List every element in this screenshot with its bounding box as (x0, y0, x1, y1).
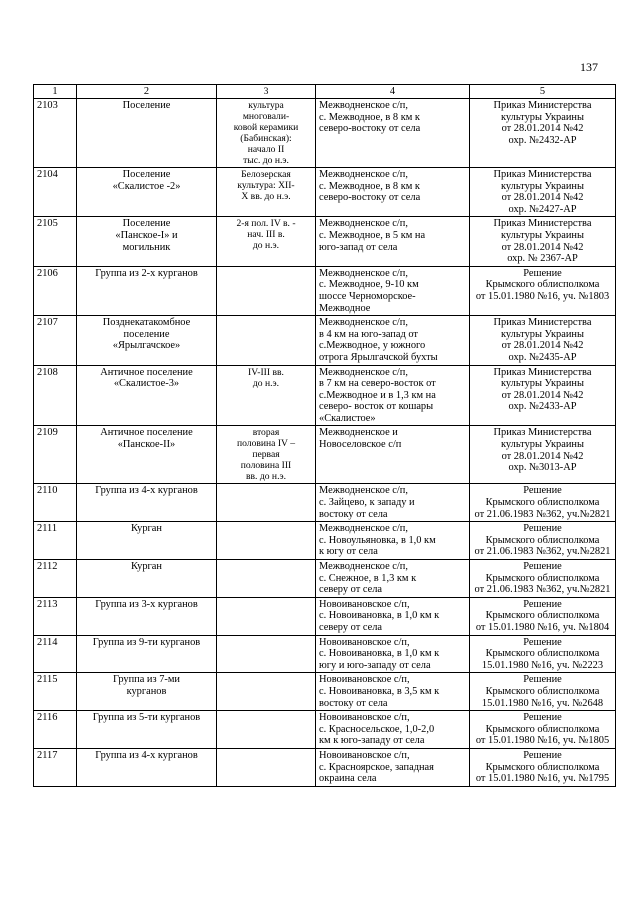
cell-dating (217, 266, 316, 315)
column-header-3: 3 (217, 85, 316, 99)
table-row (34, 266, 616, 315)
cell-document: Приказ Министерства культуры Украины от 28.01.2014 №42 охр. №3013-АР (470, 426, 616, 484)
column-header-1: 1 (34, 85, 77, 99)
cell-number: 2117 (34, 748, 77, 786)
heritage-registry-table (33, 84, 616, 787)
table-row (34, 748, 616, 786)
table-row (34, 316, 616, 365)
cell-name: Поселение «Панское-I» и могильник (77, 217, 217, 266)
cell-dating (217, 673, 316, 711)
cell-location: Новоивановское с/п, с. Новоивановка, в 1,0 км к северу от села (316, 597, 470, 635)
cell-location: Межводненское с/п, в 7 км на северо-восток от с.Межводное и в 1,3 км на северо- восток от кошары «Скалистое» (316, 365, 470, 426)
cell-location: Межводненское с/п, с. Межводное, в 8 км к северо-востоку от села (316, 99, 470, 168)
cell-name: Группа из 9-ти курганов (77, 635, 217, 673)
cell-number: 2106 (34, 266, 77, 315)
cell-dating (217, 711, 316, 749)
cell-location: Межводненское с/п, с. Межводное, 9-10 км шоссе Черноморское- Межводное (316, 266, 470, 315)
cell-number: 2109 (34, 426, 77, 484)
cell-number: 2107 (34, 316, 77, 365)
column-header-2: 2 (77, 85, 217, 99)
cell-document: Приказ Министерства культуры Украины от 28.01.2014 №42 охр. №2427-АР (470, 168, 616, 217)
cell-name: Поселение «Скалистое -2» (77, 168, 217, 217)
cell-dating: вторая половина IV – первая половина III вв. до н.э. (217, 426, 316, 484)
cell-dating: культура многовали- ковой керамики (Бабинская): начало II тыс. до н.э. (217, 99, 316, 168)
column-header-4: 4 (316, 85, 470, 99)
cell-document: Приказ Министерства культуры Украины от 28.01.2014 №42 охр. №2435-АР (470, 316, 616, 365)
cell-number: 2113 (34, 597, 77, 635)
cell-number: 2111 (34, 522, 77, 560)
cell-dating (217, 560, 316, 598)
cell-location: Межводненское с/п, с. Зайцево, к западу и востоку от села (316, 484, 470, 522)
cell-location: Новоивановское с/п, с. Новоивановка, в 1,0 км к югу и юго-западу от села (316, 635, 470, 673)
cell-location: Новоивановское с/п, с. Красноярское, западная окраина села (316, 748, 470, 786)
cell-number: 2108 (34, 365, 77, 426)
cell-document: Решение Крымского облисполкома от 15.01.1980 №16, уч. №1795 (470, 748, 616, 786)
cell-number: 2103 (34, 99, 77, 168)
cell-location: Межводненское с/п, с. Снежное, в 1,3 км к северу от села (316, 560, 470, 598)
cell-document: Решение Крымского облисполкома от 21.06.1983 №362, уч.№2821 (470, 484, 616, 522)
table-row (34, 711, 616, 749)
cell-dating: IV-III вв. до н.э. (217, 365, 316, 426)
cell-name: Группа из 2-х курганов (77, 266, 217, 315)
table-row (34, 673, 616, 711)
cell-number: 2110 (34, 484, 77, 522)
table-row (34, 99, 616, 168)
cell-name: Группа из 3-х курганов (77, 597, 217, 635)
cell-dating: Белозерская культура: XII- X вв. до н.э. (217, 168, 316, 217)
table-row (34, 560, 616, 598)
cell-name: Античное поселение «Панское-II» (77, 426, 217, 484)
cell-dating (217, 522, 316, 560)
table-body (34, 85, 616, 787)
cell-name: Группа из 4-х курганов (77, 748, 217, 786)
cell-document: Решение Крымского облисполкома от 15.01.1980 №16, уч. №1804 (470, 597, 616, 635)
table-row (34, 168, 616, 217)
cell-dating (217, 316, 316, 365)
cell-document: Приказ Министерства культуры Украины от 28.01.2014 №42 охр. №2433-АР (470, 365, 616, 426)
cell-name: Группа из 5-ти курганов (77, 711, 217, 749)
cell-document: Решение Крымского облисполкома от 21.06.1983 №362, уч.№2821 (470, 522, 616, 560)
cell-name: Группа из 7-ми курганов (77, 673, 217, 711)
cell-number: 2115 (34, 673, 77, 711)
cell-location: Межводненское с/п, с. Новоульяновка, в 1,0 км к югу от села (316, 522, 470, 560)
cell-number: 2104 (34, 168, 77, 217)
cell-dating (217, 748, 316, 786)
cell-name: Античное поселение «Скалистое-3» (77, 365, 217, 426)
table-row (34, 217, 616, 266)
cell-number: 2116 (34, 711, 77, 749)
table-row (34, 635, 616, 673)
cell-location: Межводненское и Новоселовское с/п (316, 426, 470, 484)
cell-name: Поселение (77, 99, 217, 168)
cell-name: Курган (77, 560, 217, 598)
cell-dating (217, 635, 316, 673)
table-row (34, 484, 616, 522)
cell-location: Новоивановское с/п, с. Новоивановка, в 3,5 км к востоку от села (316, 673, 470, 711)
cell-number: 2114 (34, 635, 77, 673)
cell-document: Решение Крымского облисполкома 15.01.1980 №16, уч. №2223 (470, 635, 616, 673)
cell-document: Решение Крымского облисполкома от 15.01.1980 №16, уч. №1805 (470, 711, 616, 749)
cell-location: Межводненское с/п, с. Межводное, в 5 км на юго-запад от села (316, 217, 470, 266)
table-row (34, 522, 616, 560)
cell-number: 2105 (34, 217, 77, 266)
page-number: 137 (580, 60, 598, 74)
cell-document: Решение Крымского облисполкома от 15.01.1980 №16, уч. №1803 (470, 266, 616, 315)
table-header-row (34, 85, 616, 99)
cell-location: Межводненское с/п, в 4 км на юго-запад от с.Межводное, у южного отрога Ярылгачской бухты (316, 316, 470, 365)
cell-document: Приказ Министерства культуры Украины от 28.01.2014 №42 охр. №2432-АР (470, 99, 616, 168)
cell-location: Межводненское с/п, с. Межводное, в 8 км к северо-востоку от села (316, 168, 470, 217)
column-header-5: 5 (470, 85, 616, 99)
cell-document: Решение Крымского облисполкома 15.01.1980 №16, уч. №2648 (470, 673, 616, 711)
table-row (34, 597, 616, 635)
cell-dating: 2-я пол. IV в. - нач. III в. до н.э. (217, 217, 316, 266)
cell-dating (217, 597, 316, 635)
cell-name: Группа из 4-х курганов (77, 484, 217, 522)
cell-name: Позднекатакомбное поселение «Ярылгачское» (77, 316, 217, 365)
cell-number: 2112 (34, 560, 77, 598)
cell-location: Новоивановское с/п, с. Красносельское, 1,0-2,0 км к юго-западу от села (316, 711, 470, 749)
cell-dating (217, 484, 316, 522)
cell-document: Приказ Министерства культуры Украины от 28.01.2014 №42 охр. № 2367-АР (470, 217, 616, 266)
table-row (34, 426, 616, 484)
cell-name: Курган (77, 522, 217, 560)
table-row (34, 365, 616, 426)
cell-document: Решение Крымского облисполкома от 21.06.1983 №362, уч.№2821 (470, 560, 616, 598)
